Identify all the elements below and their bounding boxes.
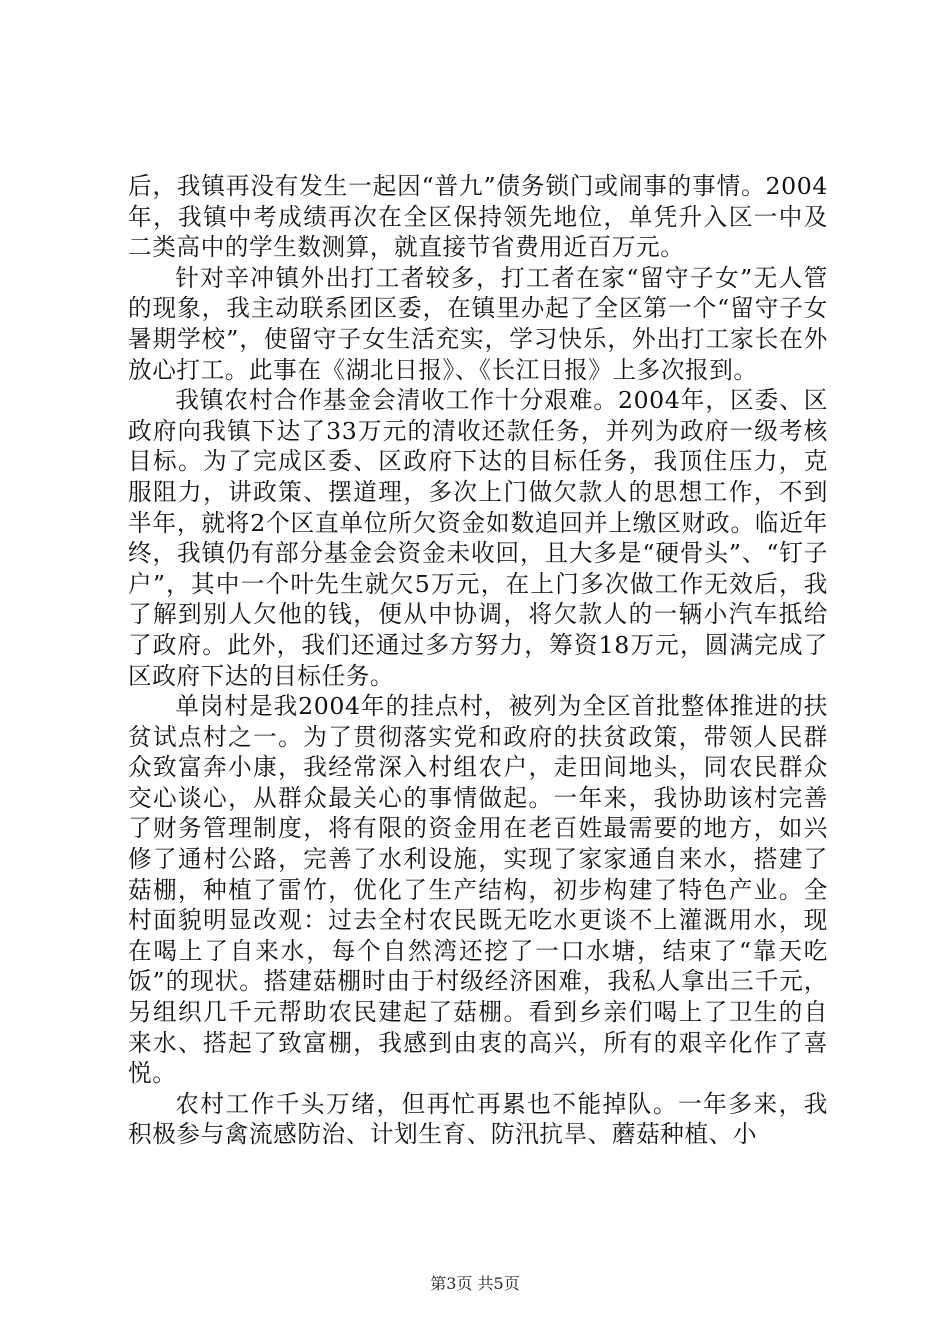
paragraph-poverty-village: 单岗村是我2004年的挂点村，被列为全区首批整体推进的扶贫试点村之一。为了贯彻落实党和政府的扶贫政策，带领人民群众致富奔小康，我经常深入村组农户，走田间地头，同农民群众交心谈心，从群众最关心的事情做起。一年来，我协助该村完善了财务管理制度，将有限的资金用在老百姓最需要的地方，如兴修了通村公路，完善了水利设施，实现了家家通自来水，搭建了菇棚，种植了雷竹，优化了生产结构，初步构建了特色产业。全村面貌明显改观：过去全村农民既无吃水更谈不上灌溉用水，现在喝上了自来水，每个自然湾还挖了一口水塘，结束了“靠天吃饭”的现状。搭建菇棚时由于村级经济困难，我私人拿出三千元，另组织几千元帮助农民建起了菇棚。看到乡亲们喝上了卫生的自来水、搭起了致富棚，我感到由衷的高兴，所有的艰辛化作了喜悦。	[128, 692, 828, 1088]
paragraph-left-behind-children: 针对辛冲镇外出打工者较多，打工者在家“留守子女”无人管的现象，我主动联系团区委，在镇里办起了全区第一个“留守子女暑期学校”，使留守子女生活充实，学习快乐，外出打工家长在外放心打工。此事在《湖北日报》、《长江日报》上多次报到。	[128, 263, 828, 384]
page-number-footer: 第3页 共5页	[430, 1274, 520, 1293]
document-body	[128, 171, 828, 1150]
paragraph-fund-collection: 我镇农村合作基金会清收工作十分艰难。2004年，区委、区政府向我镇下达了33万元的清收还款任务，并列为政府一级考核目标。为了完成区委、区政府下达的目标任务，我顶住压力，克服阻力，讲政策、摆道理，多次上门做欠款人的思想工作，不到半年，就将2个区直单位所欠资金如数追回并上缴区财政。临近年终，我镇仍有部分基金会资金未收回，且大多是“硬骨头”、“钉子户”，其中一个叶先生就欠5万元，在上门多次做工作无效后，我了解到别人欠他的钱，便从中协调，将欠款人的一辆小汽车抵给了政府。此外，我们还通过多方努力，筹资18万元，圆满完成了区政府下达的目标任务。	[128, 386, 828, 690]
paragraph-rural-work: 农村工作千头万绪，但再忙再累也不能掉队。一年多来，我积极参与禽流感防治、计划生育、防汛抗旱、蘑菇种植、小	[128, 1089, 828, 1149]
paragraph-continuation: 后，我镇再没有发生一起因“普九”债务锁门或闹事的事情。2004年，我镇中考成绩再次在全区保持领先地位，单凭升入区一中及二类高中的学生数测算，就直接节省费用近百万元。	[128, 172, 828, 262]
